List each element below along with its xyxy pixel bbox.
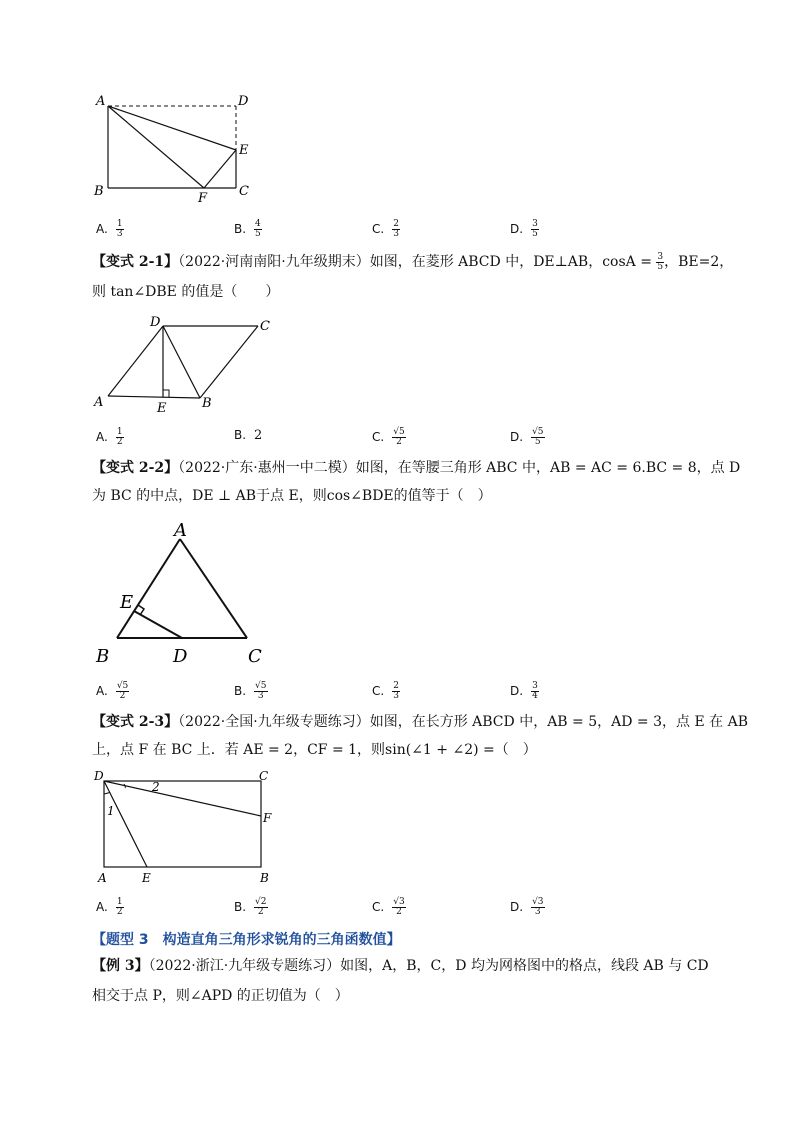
q21-stem-line1: 【变式 2-1】（2022·河南南阳·九年级期末）如图，在菱形 ABCD 中，DE⊥AB，cosA = $\frac{3}{5}$ ，BE=2，	[92, 251, 734, 272]
q21-option-a[interactable]: A. $\frac{1}{2}$	[96, 427, 123, 447]
q1-option-c[interactable]: C. $\frac{2}{3}$	[372, 219, 399, 239]
q23-option-d[interactable]: D. $\frac{√3}{3}$	[510, 897, 544, 917]
figure-rhombus-abcd	[90, 312, 290, 417]
q1-options	[96, 220, 716, 240]
label-b: B	[260, 871, 269, 885]
figure-isosceles-triangle	[90, 516, 290, 666]
label-c: C	[259, 769, 269, 783]
q22-options	[96, 682, 716, 702]
label-d: D	[150, 315, 161, 330]
q22-option-a[interactable]: A. $\frac{√5}{2}$	[96, 681, 129, 701]
q22-stem-line2: 为 BC 的中点，DE ⊥ AB于点 E，则cos∠BDE的值等于（ ）	[92, 488, 492, 504]
label-d: D	[173, 646, 188, 666]
label-a: A	[174, 520, 187, 541]
label-c: C	[239, 184, 249, 199]
q22-option-b[interactable]: B. $\frac{√5}{3}$	[234, 681, 267, 701]
q22-stem-line1: 【变式 2-2】（2022·广东·惠州一中二模）如图，在等腰三角形 ABC 中，AB = AC = 6.BC = 8，点 D	[92, 460, 741, 476]
q21-option-d[interactable]: D. $\frac{√5}{5}$	[510, 427, 544, 447]
label-e: E	[239, 143, 249, 158]
q23-option-b[interactable]: B. $\frac{√2}{2}$	[234, 897, 267, 917]
q22-option-c[interactable]: C. $\frac{2}{3}$	[372, 681, 399, 701]
q1-option-b[interactable]: B. $\frac{4}{5}$	[234, 219, 261, 239]
label-a: A	[98, 871, 107, 885]
label-e: E	[142, 871, 151, 885]
label-d: D	[238, 94, 249, 109]
label-d: D	[94, 769, 104, 783]
label-b: B	[94, 184, 104, 199]
label-c: C	[260, 319, 270, 334]
label-f: F	[263, 811, 272, 825]
q22-option-d[interactable]: D. $\frac{3}{4}$	[510, 681, 538, 701]
q21-stem-line2: 则 tan∠DBE 的值是（ ）	[92, 284, 280, 300]
section-title: 【题型 3 构造直角三角形求锐角的三角函数值】	[92, 932, 401, 948]
label-a: A	[96, 94, 106, 109]
label-e: E	[157, 401, 167, 416]
label-angle-2: 2	[152, 780, 160, 794]
label-angle-1: 1	[107, 804, 115, 818]
label-c: C	[248, 646, 262, 666]
q23-stem-line1: 【变式 2-3】（2022·全国·九年级专题练习）如图，在长方形 ABCD 中，AB = 5，AD = 3，点 E 在 AB	[92, 714, 748, 730]
q1-option-a[interactable]: A. $\frac{1}{3}$	[96, 219, 123, 239]
q21-options	[96, 428, 716, 448]
figure-rectangle-abcd	[90, 88, 260, 208]
q1-option-d[interactable]: D. $\frac{3}{5}$	[510, 219, 538, 239]
q23-option-a[interactable]: A. $\frac{1}{2}$	[96, 897, 123, 917]
label-b: B	[202, 396, 212, 411]
ex3-stem-line2: 相交于点 P，则∠APD 的正切值为（ ）	[92, 988, 349, 1004]
label-e: E	[120, 592, 134, 613]
figure-rectangle-angles	[90, 766, 290, 888]
label-a: A	[94, 395, 104, 410]
q23-stem-line2: 上，点 F 在 BC 上．若 AE = 2，CF = 1，则sin(∠1 + ∠2) =（ ）	[92, 742, 537, 758]
label-f: F	[198, 191, 208, 206]
q21-option-c[interactable]: C. $\frac{√5}{2}$	[372, 427, 405, 447]
q21-option-b[interactable]: B. 2	[234, 428, 263, 443]
ex3-stem-line1: 【例 3】（2022·浙江·九年级专题练习）如图，A，B，C，D 均为网格图中的格点，线段 AB 与 CD	[92, 958, 709, 974]
label-b: B	[96, 646, 110, 666]
q23-option-c[interactable]: C. $\frac{√3}{2}$	[372, 897, 405, 917]
q23-options	[96, 898, 716, 918]
